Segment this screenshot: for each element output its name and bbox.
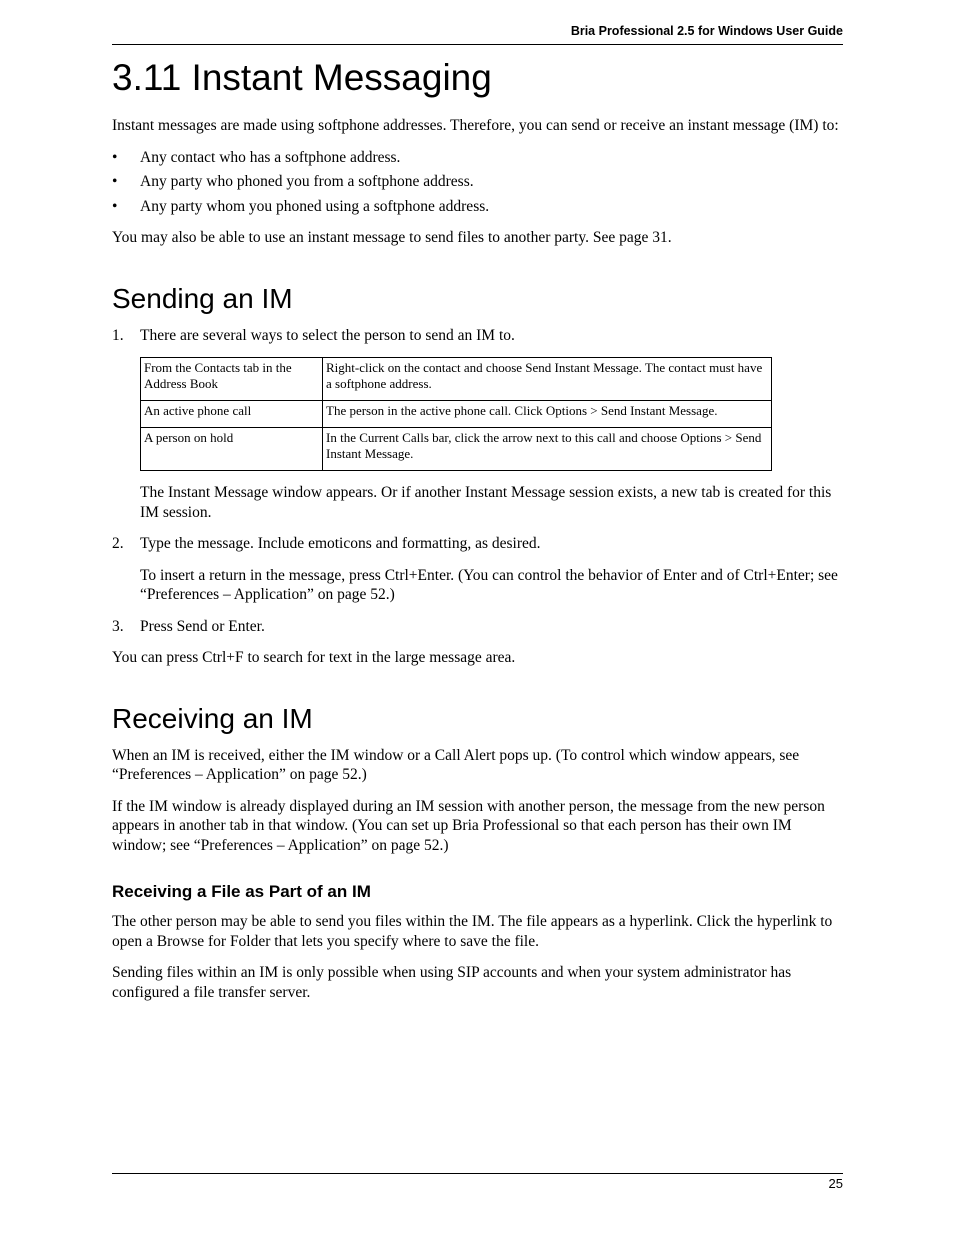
bullet-icon: • — [112, 148, 118, 166]
step-3 — [112, 617, 843, 637]
intro-paragraph: Instant messages are made using softphone addresses. Therefore, you can send or receive an instant message (IM) to: — [112, 117, 839, 134]
step-number: 1. — [112, 326, 124, 344]
search-tip-paragraph: You can press Ctrl+F to search for text in the large message area. — [112, 649, 516, 666]
table-row — [141, 401, 772, 428]
selection-methods-table — [140, 357, 772, 471]
list-item — [112, 172, 843, 192]
list-item-text: Any contact who has a softphone address. — [140, 148, 401, 166]
step-2 — [112, 534, 843, 554]
step-2-note: To insert a return in the message, press Ctrl+Enter. (You can control the behavior of Enter and of Ctrl+Enter; see “Preferences – Application” on page 52.) — [140, 566, 838, 603]
file-paragraph-2: Sending files within an IM is only possible when using SIP accounts and when your system administrator has configured a file transfer server. — [112, 964, 792, 1001]
file-note-paragraph: You may also be able to use an instant message to send files to another party. See page 31. — [112, 229, 672, 246]
section-title-sending: Sending an IM — [112, 282, 293, 314]
file-paragraph-1: The other person may be able to send you files within the IM. The file appears as a hyperlink. Click the hyperlink to open a Browse for Folder that lets you specify where to save the file. — [112, 913, 833, 950]
recipient-list — [112, 148, 843, 217]
step-1-result: The Instant Message window appears. Or if another Instant Message session exists, a new tab is created for this IM session. — [140, 484, 832, 521]
list-item-text: Any party who phoned you from a softphone address. — [140, 173, 474, 190]
receiving-paragraph-1: When an IM is received, either the IM window or a Call Alert pops up. (To control which window appears, see “Preferences – Application” on page 52.) — [112, 746, 800, 783]
table-cell-method: From the Contacts tab in the Address Book — [141, 358, 323, 401]
section-title-receiving: Receiving an IM — [112, 702, 313, 734]
subsection-title-file: Receiving a File as Part of an IM — [112, 882, 371, 901]
step-text: There are several ways to select the person to send an IM to. — [140, 326, 515, 344]
page-content — [112, 56, 843, 1014]
list-item — [112, 148, 843, 168]
step-text: Press Send or Enter. — [140, 617, 265, 635]
list-item — [112, 197, 843, 217]
table-cell-method: An active phone call — [141, 401, 323, 428]
table-cell-method: A person on hold — [141, 428, 323, 471]
step-number: 2. — [112, 535, 124, 552]
table-row — [141, 428, 772, 471]
chapter-title: 3.11 Instant Messaging — [112, 57, 492, 98]
table-cell-description: The person in the active phone call. Click Options > Send Instant Message. — [323, 401, 772, 428]
bullet-icon: • — [112, 197, 118, 215]
step-number: 3. — [112, 617, 124, 635]
footer-rule — [112, 1173, 843, 1174]
step-text: Type the message. Include emoticons and formatting, as desired. — [140, 535, 541, 552]
table-cell-description: In the Current Calls bar, click the arrow next to this call and choose Options > Send Instant Message. — [323, 428, 772, 471]
running-header: Bria Professional 2.5 for Windows User Guide — [570, 24, 843, 38]
page-number: 25 — [828, 1176, 843, 1191]
header-rule — [112, 44, 843, 45]
table-row — [141, 358, 772, 401]
receiving-paragraph-2: If the IM window is already displayed during an IM session with another person, the message from the new person appears in another tab in that window. (You can set up Bria Professional so that each person has their own IM window; see “Preferences – Application” on page 52.) — [112, 797, 825, 854]
table-cell-description: Right-click on the contact and choose Send Instant Message. The contact must have a softphone address. — [323, 358, 772, 401]
list-item-text: Any party whom you phoned using a softphone address. — [140, 197, 490, 215]
bullet-icon: • — [112, 173, 118, 190]
step-1 — [112, 326, 843, 346]
